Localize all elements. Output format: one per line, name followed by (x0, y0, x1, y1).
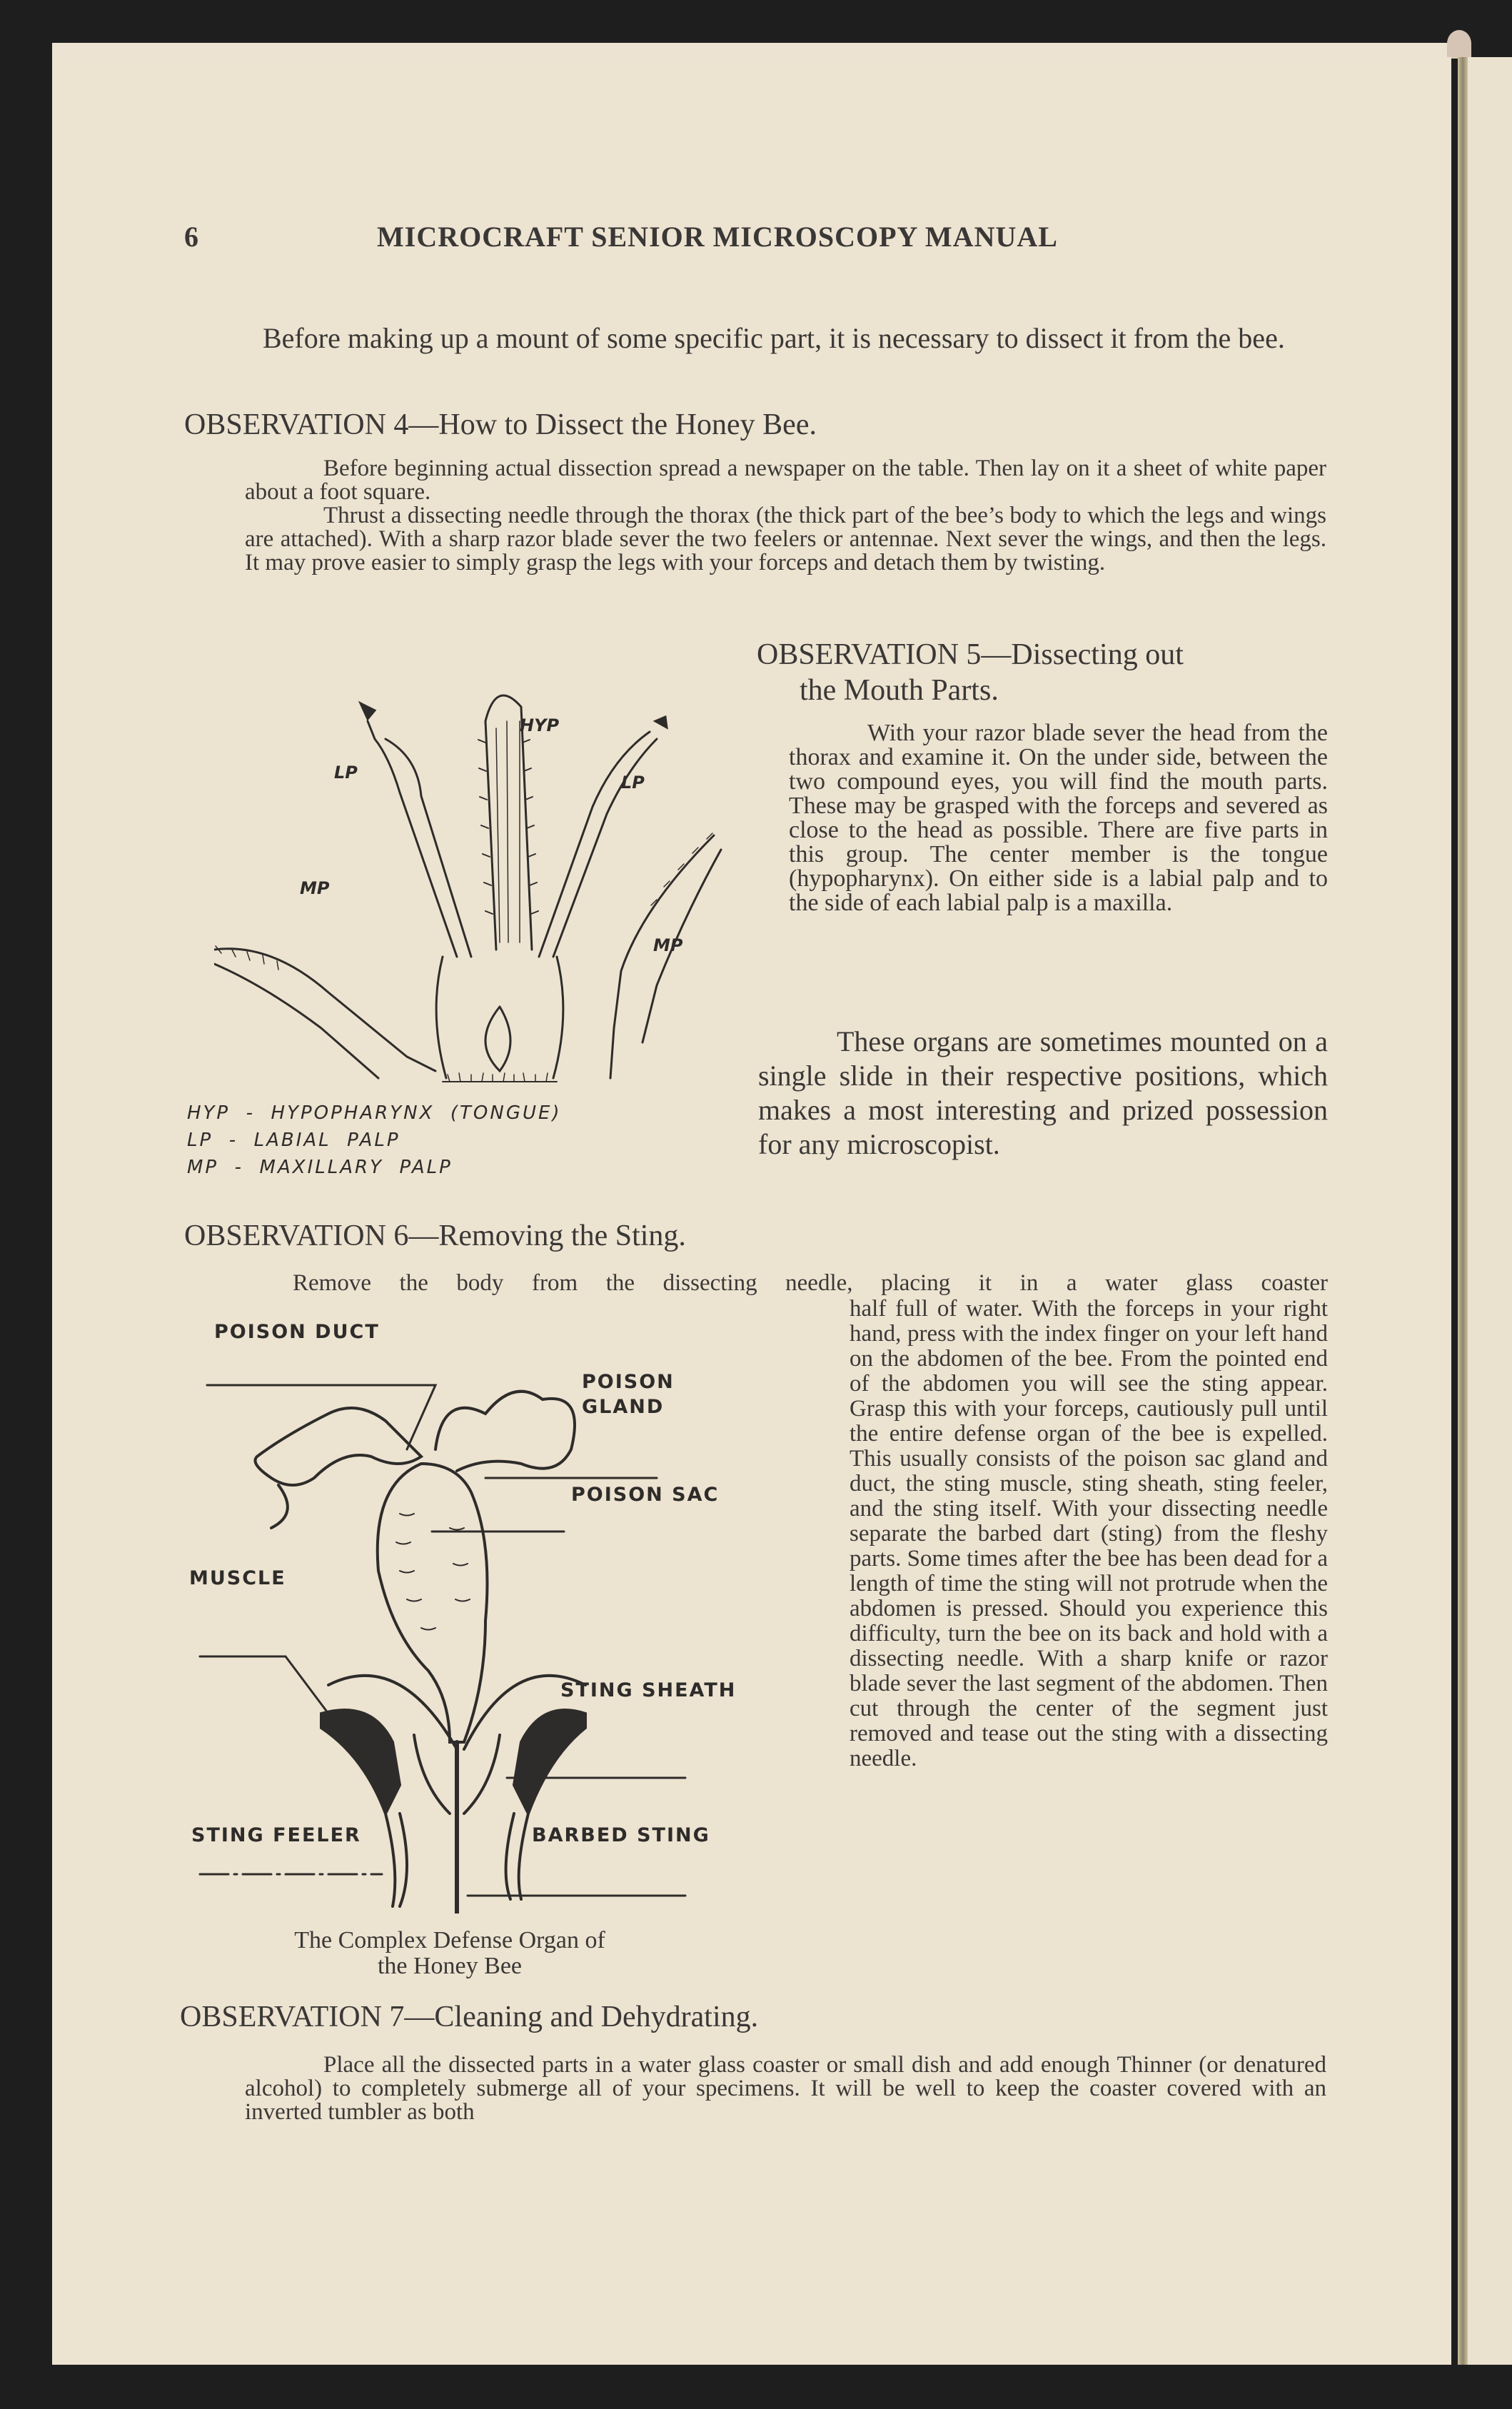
observation-5-heading-line-1: OBSERVATION 5—Dissecting out (757, 638, 1184, 671)
label-sting-feeler: STING FEELER (191, 1824, 361, 1846)
facing-page-edge (1468, 57, 1512, 2365)
poison-sac-drawing (378, 1464, 488, 1742)
caption-line-1: The Complex Defense Organ of (294, 1927, 605, 1953)
observation-7-paragraph: Place all the dissected parts in a water glass coaster or small dish and add enough Thinner (or denatured alcohol) to completely submerge all of your specimens. It will be well to keep the coaster covered with an inverted tumbler as both (245, 2052, 1326, 2125)
observation-5-paragraph: With your razor blade sever the head from the thorax and examine it. On the under side, between the two compound eyes, you will find the mouth parts. These may be grasped with the forceps and severed as close to the head as possible. There are five parts in this group. The center member is the tongue (hypopharynx). On either side is a labial palp and to the side of each labial palp is a maxilla. (789, 720, 1328, 916)
intro-paragraph: Before making up a mount of some specific part, it is necessary to dissect it from the bee. (263, 322, 1285, 354)
label-poison-duct: POISON DUCT (214, 1321, 380, 1343)
label-lp-left: LP (334, 763, 358, 783)
legend-mp: MP - MAXILLARY PALP (187, 1157, 453, 1178)
legend-hyp: HYP - HYPOPHARYNX (TONGUE) (187, 1102, 562, 1124)
maxillary-palp-right-drawing (610, 835, 721, 1078)
observation-4-paragraph-2: Thrust a dissecting needle through the thorax (the thick part of the bee’s body to which the legs and wings are attached). With a sharp razor blade sever the two feelers or antennae. Next sever the wings, and then the legs. It may prove easier to simply grasp the legs with your forceps and detach them by twisting. (245, 503, 1326, 575)
sting-figure-caption (207, 1928, 692, 1979)
observation-5-paragraph-2: These organs are sometimes mounted on a single slide in their respective positions, which makes a most interesting and prized possession for any microscopist. (758, 1025, 1328, 1160)
observation-6-first-line: Remove the body from the dissecting needle, placing it in a water glass coaster (293, 1270, 1328, 1296)
muscle-drawing (321, 1710, 585, 1814)
mouth-base-drawing (436, 957, 563, 1078)
label-mp-left: MP (300, 878, 330, 898)
page-number: 6 (184, 221, 199, 253)
observation-4-paragraph-1: Before beginning actual dissection spread a newspaper on the table. Then lay on it a sheet of white paper about a foot square. (245, 456, 1326, 505)
mouth-parts-legend (187, 1100, 730, 1181)
book-gutter (1458, 57, 1468, 2365)
label-poison-gland-line-2: GLAND (582, 1396, 665, 1418)
label-hyp: HYP (520, 715, 560, 735)
paper-tab (1447, 30, 1471, 57)
caption-line-2: the Honey Bee (377, 1953, 523, 1979)
maxillary-palp-left-drawing (214, 949, 435, 1078)
poison-duct-drawing (256, 1408, 422, 1528)
running-title: MICROCRAFT SENIOR MICROSCOPY MANUAL (377, 221, 1058, 253)
label-muscle: MUSCLE (189, 1567, 286, 1589)
label-poison-sac: POISON SAC (571, 1484, 720, 1506)
observation-5-heading-line-2: the Mouth Parts. (800, 674, 999, 707)
poison-gland-drawing (435, 1392, 575, 1471)
label-lp-right: LP (621, 773, 645, 793)
observation-6-heading: OBSERVATION 6—Removing the Sting. (184, 1219, 686, 1252)
labial-palp-right-drawing (539, 732, 657, 957)
label-sting-sheath: STING SHEATH (560, 1679, 737, 1701)
observation-6-paragraph: half full of water. With the forceps in your right hand, press with the index finger on your left hand on the abdomen of the bee. From the pointed end of the abdomen you will see the sting appear. Grasp this with your forceps, cautiously pull until the entire defense organ of the bee is expelled. This usually consists of the poison sac gland and duct, the sting muscle, sting sheath, sting feeler, and the sting itself. With your dissecting needle separate the barbed dart (sting) from the fleshy parts. Some times after the bee has been dead for a length of time the sting will not protrude when the abdomen is pressed. Should you experience this difficulty, turn the bee on its back and hold with a dissecting needle. With a sharp knife or razor blade sever the last segment of the abdomen. Then cut through the center of the segment just removed and tease out the sting with a dissecting needle. (850, 1296, 1328, 1771)
label-poison-gland-line-1: POISON (582, 1371, 675, 1393)
mouth-parts-illustration (214, 671, 728, 1100)
label-mp-right: MP (653, 935, 683, 955)
labial-palp-left-drawing (368, 721, 471, 957)
page-top-edge (52, 43, 1466, 59)
observation-7-heading: OBSERVATION 7—Cleaning and Dehydrating. (180, 2001, 759, 2033)
legend-lp: LP - LABIAL PALP (187, 1130, 400, 1151)
label-barbed-sting: BARBED STING (532, 1824, 710, 1846)
sting-apparatus-illustration (186, 1314, 785, 1913)
observation-4-heading: OBSERVATION 4—How to Dissect the Honey Bee. (184, 408, 817, 441)
